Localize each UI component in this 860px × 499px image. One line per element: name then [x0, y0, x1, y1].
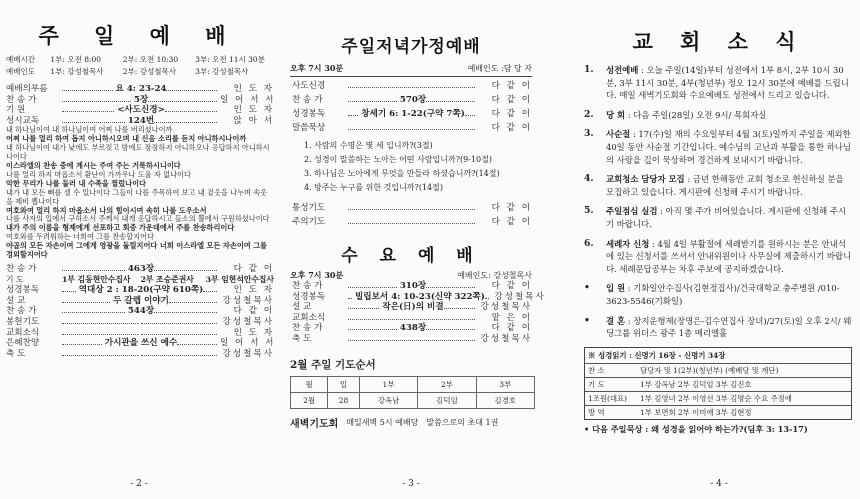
order-line: 교회소식 맡 은 이: [292, 312, 532, 323]
order-line: 설 교 작은(日)의 비결 강성철목사: [292, 302, 533, 313]
wednesday-header: 오후 7시 30분 예배인도: 강성철목사: [290, 270, 532, 280]
order-line: 찬 송 가 544장 다 같 이: [6, 306, 274, 317]
page-2: [0, 0, 278, 499]
order-line: 말씀묵상 다 같 이: [292, 123, 532, 133]
prayer-line: 기 도 1부 김동현안수집사 2부 조승준권사 3부 임현석안수집사: [6, 274, 274, 284]
news-item: 3. 사순절 : 17(수)일 재의 수요일부터 4월 3(토)일까지 주일을 제외한 40일 동안 사순절 기간입니다. 예수님의 고난과 부활을 통한 하나님의 사랑을 깊이 묵상하며 경건하게 보내시기 바랍니다.: [584, 128, 851, 165]
news-item: 5. 주일점심 실검 : 아직 몇 주가 비어있습니다. 게시판에 신청해 주시기 바랍니다.: [584, 205, 847, 229]
next-week-question: • 다음 주일묵상 : 왜 성경을 읽어야 하는가?(딤후 3: 13-17): [584, 423, 808, 434]
news-item: 4. 교회청소 담당자 모집 : 금년 한해동안 교회 청소로 헌신하실 분을 모집하고 있습니다. 게시판에 신청해 주시기 바랍니다.: [584, 173, 844, 197]
evening-order: [286, 79, 536, 135]
order-line: 교회소식 인 도 자: [6, 327, 274, 338]
table-row: 찬 소 담당자 및 1(2부)(청년부) (예배당 및 계단): [585, 363, 851, 377]
meditation-questions: 1. 사람의 수명은 몇 세 입니까?(3절) 2. 성경이 말씀하는 노아는 어떤 사람입니까?(9-10절) 3. 하나님은 노아에게 무엇을 만들라 하셨습니까?(14절) 4. 방주는 누구를 위한 것입니까?(14절): [304, 141, 500, 192]
page-number: - 3 -: [402, 479, 420, 489]
schedule: [6, 54, 278, 78]
news-item: • 입 원 : 기화일안수집사(김현정집사)/건국대학교 충주병원 /010-3623-5546(기화일): [584, 282, 840, 306]
order-line: 찬 송 가 5장 일 어 서 서: [6, 94, 276, 105]
order-line: 성경봉독 창세기 6: 1-22(구약 7쪽) 다 같 이: [292, 109, 532, 119]
dawn-prayer: 새벽기도회 매일새벽 5시 예배당 말씀으로의 초대 1권: [290, 417, 499, 430]
page-3: [286, 0, 546, 499]
page-4: [578, 0, 860, 499]
wednesday-order: [286, 281, 546, 345]
table-header-row: 월 일 1부 2부 3부: [291, 376, 535, 392]
order-line: 찬 송 가 310장 다 같 이: [292, 281, 532, 291]
evening-worship-title: 주일저녁가정예배: [341, 37, 481, 57]
responsive-reading: 내 하나님이여 내 하나님이여 어찌 나를 버리셨나이까 어찌 나를 멀리 하여 돕지 아니하시오며 내 신음 소리를 듣지 아니하시나이까 내 하나님이여 내가 낮에도 부르짖고 밤에도 잠잠하지 아니하오나 응답하지 아니하시나이다 이스라엘의 찬송 중에 계시는 주여 주는 거룩하시니이다 나를 멀리 하지 마옵소서 환난이 가까우나 도울 자 없나이다 악한 무리가 나를 둘러 내 수족을 찔렀나이다 내가 내 모든 뼈를 셀 수 있나이다 그들이 나를 주목하여 보고 내 겉옷을 나누며 속옷을 제비 뽑나이다 여호와여 멀리 하지 마옵소서 나의 힘이시여 속히 나를 도우소서 나를 사자의 입에서 구하소서 주께서 내게 응답하시고 들소의 뿔에서 구원하셨나이다 내가 주의 이름을 형제에게 선포하고 회중 가운데에서 주를 찬송하리이다 여호와를 두려워하는 너희여 그를 찬송할지어다 야곱의 모든 자손이여 그에게 영광을 돌릴지어다 너희 이스라엘 모든 자손이여 그를 경외할지어다: [6, 125, 270, 260]
order-line: 봉헌기도 강성철목사: [6, 316, 274, 327]
order-line: 찬 송 가 463장 다 같 이: [6, 263, 274, 274]
order-line: 기 원 <사도신경> 인 도 자: [6, 105, 275, 116]
order-line: 찬 송 가 570장 다 같 이: [292, 95, 532, 105]
bible-reading-caption: ※ 성경읽기 : 신명기 16장 - 신명기 34장: [588, 350, 726, 360]
order-line: 예배의부름 요 4: 23-24 인 도 자: [6, 84, 274, 94]
page-number: - 2 -: [130, 479, 148, 489]
order-line: 성경봉독 빌립보서 4: 10-23(신약 322쪽) 강성철목사: [292, 291, 546, 302]
prayer-rotation-title: 2월 주일 기도순서: [290, 358, 376, 371]
order-line: 은혜찬양 가시관을 쓰신 예수 일 어 서 서: [6, 338, 276, 349]
schedule-row: 예배인도 1부: 강성철목사 2부: 강성철목사 3부: 강성철목사: [6, 67, 249, 76]
order-line: 성시교독 124번 앉 아 서: [6, 115, 274, 126]
news-item: 2. 당 회 : 다음 주일(28일) 오전 9시/ 목회자실: [584, 108, 767, 120]
table-row: 1조원(대표) 1부 김영녀 2부 이영선 3부 김명순 수요 주정애: [585, 391, 851, 405]
evening-header: 오후 7시 30분 예배인도 :담 당 자: [290, 63, 532, 73]
order-of-service-2: [0, 264, 278, 359]
news-item: • 결 혼 : 장지운형제(장명은-김수연집사 장녀)/27(토)일 오후 2시/ 웨딩그룹 위더스 광주 1층 메리엘홀: [584, 314, 852, 339]
news-item: 6. 세례자 신청 : 4월 4일 부활절에 세례받기를 원하시는 분은 안내석에 있는 신청서를 쓰셔서 안내위원이나 사무실에 제출하시기 바랍니다. 세례문답공부는 차후 주보에 공지하겠습니다.: [584, 237, 852, 274]
order-line: 주의기도 다 같 이: [292, 217, 532, 227]
church-news-title: 교 회 소 식: [632, 29, 806, 54]
order-line: 사도신경 다 같 이: [292, 81, 532, 91]
table-row: 2월 28 강옥남 김덕임 김경호: [291, 392, 535, 408]
news-item: 1. 성전예배 : 오늘 주일(14일)부터 성전에서 1부 8시, 2부 10시 30분, 3부 11시 30분, 4부(청년부) 정오 12시 30분에 예배를 드립니다. 매일 새벽기도회와 수요예배도 성전에서 드리고 있습니다.: [584, 64, 849, 101]
order-line: 축 도 강성철목사: [6, 348, 274, 359]
church-news: [584, 64, 852, 340]
table-row: 방 역 1부 보면희 2부 이미애 3부 김현정: [585, 405, 851, 419]
wednesday-worship-title: 수 요 예 배: [341, 246, 481, 266]
order-line: 설 교 두 갈렙 이야기 강성철목사: [6, 295, 275, 306]
order-of-service-1: [0, 84, 278, 126]
duty-table: [585, 363, 851, 419]
order-line: 찬 송 가 438장 다 같 이: [292, 323, 532, 334]
order-line: 통성기도 다 같 이: [292, 203, 532, 213]
divider: [290, 76, 532, 77]
schedule-row: 예배시간 1부: 오전 8:00 2부: 오전 10:30 3부: 오전 11시 30분: [6, 55, 265, 64]
order-line: 축 도 강성철목사: [292, 333, 532, 344]
page-number: - 4 -: [710, 479, 728, 489]
sunday-worship-title: 주 일 예 배: [38, 23, 240, 48]
table-row: 기 도 1부 강옥남 2부 김덕임 3부 김진호: [585, 377, 851, 391]
prayer-rotation-table: [290, 376, 535, 409]
bible-reading-box: [584, 347, 852, 420]
order-line: 성경봉독 역대상 2 : 18-20(구약 610쪽) 인 도 자: [6, 285, 274, 296]
